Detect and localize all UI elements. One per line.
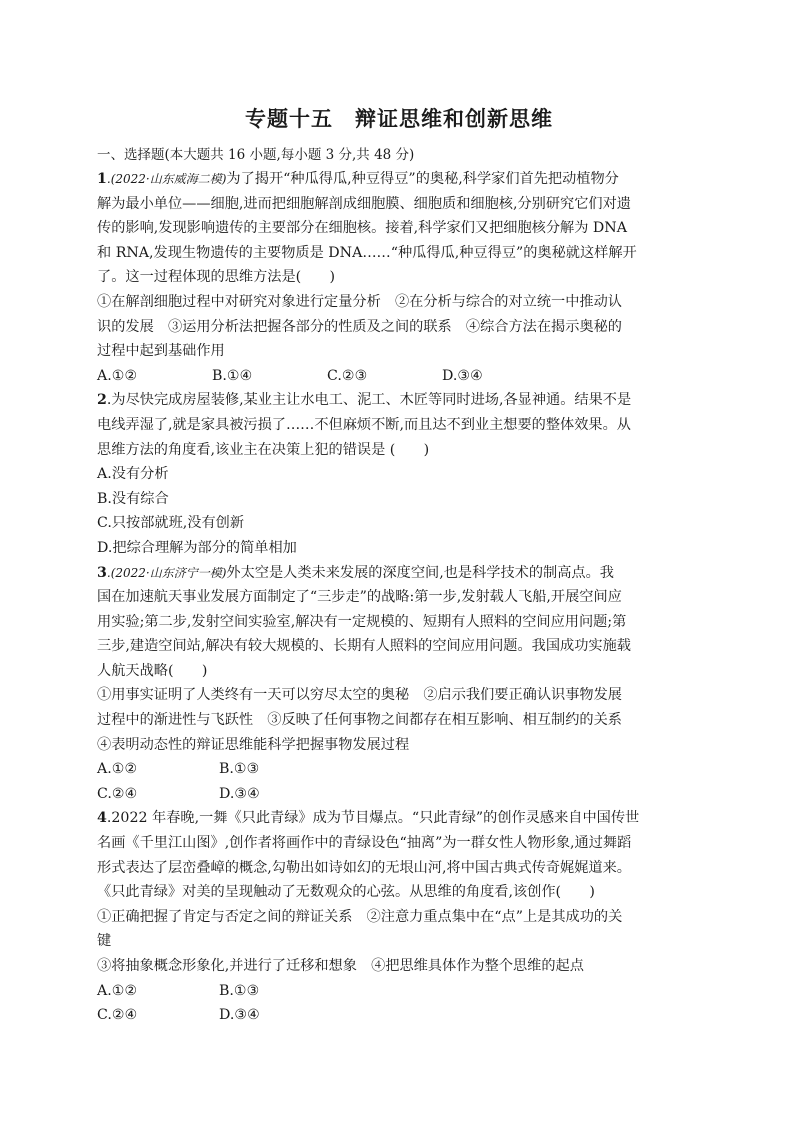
section-heading: 一、选择题(本大题共 16 小题,每小题 3 分,共 48 分) bbox=[97, 147, 415, 163]
question-number: 3 bbox=[97, 564, 107, 581]
document-page bbox=[97, 103, 701, 1028]
option-c[interactable]: C.②④ bbox=[97, 785, 138, 802]
question-text: 用实验;第二步,发射空间实验室,解决有一定规模的、短期有人照料的空间应用问题;第 bbox=[97, 613, 627, 630]
statement-line: 识的发展 ③运用分析法把握各部分的性质及之间的联系 ④综合方法在揭示奥秘的 bbox=[97, 318, 622, 335]
question-1 bbox=[97, 167, 701, 388]
statement-line: ③将抽象概念形象化,并进行了迁移和想象 ④把思维具体作为整个思维的起点 bbox=[97, 958, 584, 974]
option-a[interactable]: A.①② bbox=[97, 367, 138, 384]
question-4 bbox=[97, 806, 701, 1027]
question-text: 形式表达了层峦叠嶂的概念,勾勒出如诗如幻的无垠山河,将中国古典式传奇娓娓道来。 bbox=[97, 859, 631, 876]
options-row bbox=[97, 1003, 701, 1028]
statement-line: 过程中的渐进性与飞跃性 ③反映了任何事物之间都存在相互影响、相互制约的关系 bbox=[97, 712, 622, 729]
options-row bbox=[97, 364, 701, 389]
option-a[interactable]: A.没有分析 bbox=[97, 466, 169, 483]
question-1-line-1 bbox=[97, 167, 701, 192]
question-text: 外太空是人类未来发展的深度空间,也是科学技术的制高点。我 bbox=[226, 564, 614, 581]
statement-line: ④表明动态性的辩证思维能科学把握事物发展过程 bbox=[97, 736, 410, 753]
statement-line: ①在解剖细胞过程中对研究对象进行定量分析 ②在分析与综合的对立统一中推动认 bbox=[97, 293, 622, 310]
option-d[interactable]: D.③④ bbox=[442, 367, 483, 384]
statement-line: 过程中起到基础作用 bbox=[97, 343, 225, 360]
options-row bbox=[97, 782, 701, 807]
page-title: 专题十五 辩证思维和创新思维 bbox=[245, 107, 553, 131]
question-3 bbox=[97, 561, 701, 807]
statement-line: ①用事实证明了人类终有一天可以穷尽太空的奥秘 ②启示我们要正确认识事物发展 bbox=[97, 687, 622, 704]
question-text: 三步,建造空间站,解决有较大规模的、长期有人照料的空间应用问题。我国成功实施载 bbox=[97, 638, 631, 655]
option-c[interactable]: C.②④ bbox=[97, 1007, 138, 1024]
question-text: 和 RNA,发现生物遗传的主要物质是 DNA……“种瓜得瓜,种豆得豆”的奥秘就这样解开 bbox=[97, 244, 637, 261]
option-b[interactable]: B.没有综合 bbox=[97, 490, 169, 507]
question-2 bbox=[97, 388, 701, 560]
question-text: 国在加速航天事业发展方面制定了“三步走”的战略:第一步,发射载人飞船,开展空间应 bbox=[97, 589, 622, 606]
question-text: 思维方法的角度看,该业主在决策上犯的错误是 ( ) bbox=[97, 441, 430, 458]
question-source: .(2022·山东济宁一模) bbox=[106, 565, 227, 580]
question-4-line-1 bbox=[97, 806, 701, 831]
question-text: 名画《千里江山图》,创作者将画作中的青绿设色“抽离”为一群女性人物形象,通过舞蹈 bbox=[97, 835, 632, 852]
option-b[interactable]: B.①④ bbox=[212, 367, 253, 384]
question-text: 了。这一过程体现的思维方法是( ) bbox=[97, 269, 336, 286]
option-b[interactable]: B.①③ bbox=[219, 761, 260, 778]
statement-line: 键 bbox=[97, 933, 112, 950]
question-number: 2 bbox=[97, 392, 107, 409]
option-a[interactable]: A.①② bbox=[97, 982, 138, 999]
question-3-line-1 bbox=[97, 561, 701, 586]
question-number: 1 bbox=[97, 171, 107, 187]
question-source: .(2022·山东威海二模) bbox=[106, 172, 227, 186]
option-a[interactable]: A.①② bbox=[97, 761, 138, 778]
options-row bbox=[97, 979, 701, 1004]
option-d[interactable]: D.③④ bbox=[219, 785, 260, 802]
question-text: 人航天战略( ) bbox=[97, 662, 208, 679]
option-c[interactable]: C.②③ bbox=[327, 367, 368, 384]
option-c[interactable]: C.只按部就班,没有创新 bbox=[97, 515, 245, 532]
question-text: .2022 年春晚,一舞《只此青绿》成为节目爆点。“只此青绿”的创作灵感来自中国传世 bbox=[106, 810, 640, 827]
question-2-line-1 bbox=[97, 388, 701, 413]
question-text: 传的影响,发现影响遗传的主要部分在细胞核。接着,科学家们又把细胞核分解为 DNA bbox=[97, 220, 627, 237]
option-d[interactable]: D.③④ bbox=[219, 1007, 260, 1024]
option-b[interactable]: B.①③ bbox=[219, 982, 260, 999]
question-text: 解为最小单位——细胞,进而把细胞解剖成细胞膜、细胞质和细胞核,分别研究它们对遗 bbox=[97, 195, 631, 212]
question-text: .为尽快完成房屋装修,某业主让水电工、泥工、木匠等同时进场,各显神通。结果不是 bbox=[106, 392, 632, 409]
statement-line: ①正确把握了肯定与否定之间的辩证关系 ②注意力重点集中在“点”上是其成功的关 bbox=[97, 908, 623, 925]
option-d[interactable]: D.把综合理解为部分的简单相加 bbox=[97, 539, 297, 556]
question-number: 4 bbox=[97, 810, 107, 827]
options-row bbox=[97, 757, 701, 782]
question-text: 《只此青绿》对美的呈现触动了无数观众的心弦。从思维的角度看,该创作( ) bbox=[97, 884, 595, 901]
question-text: 电线弄湿了,就是家具被污损了……不但麻烦不断,而且达不到业主想要的整体效果。从 bbox=[97, 416, 631, 433]
question-text: 为了揭开“种瓜得瓜,种豆得豆”的奥秘,科学家们首先把动植物分 bbox=[226, 171, 619, 187]
